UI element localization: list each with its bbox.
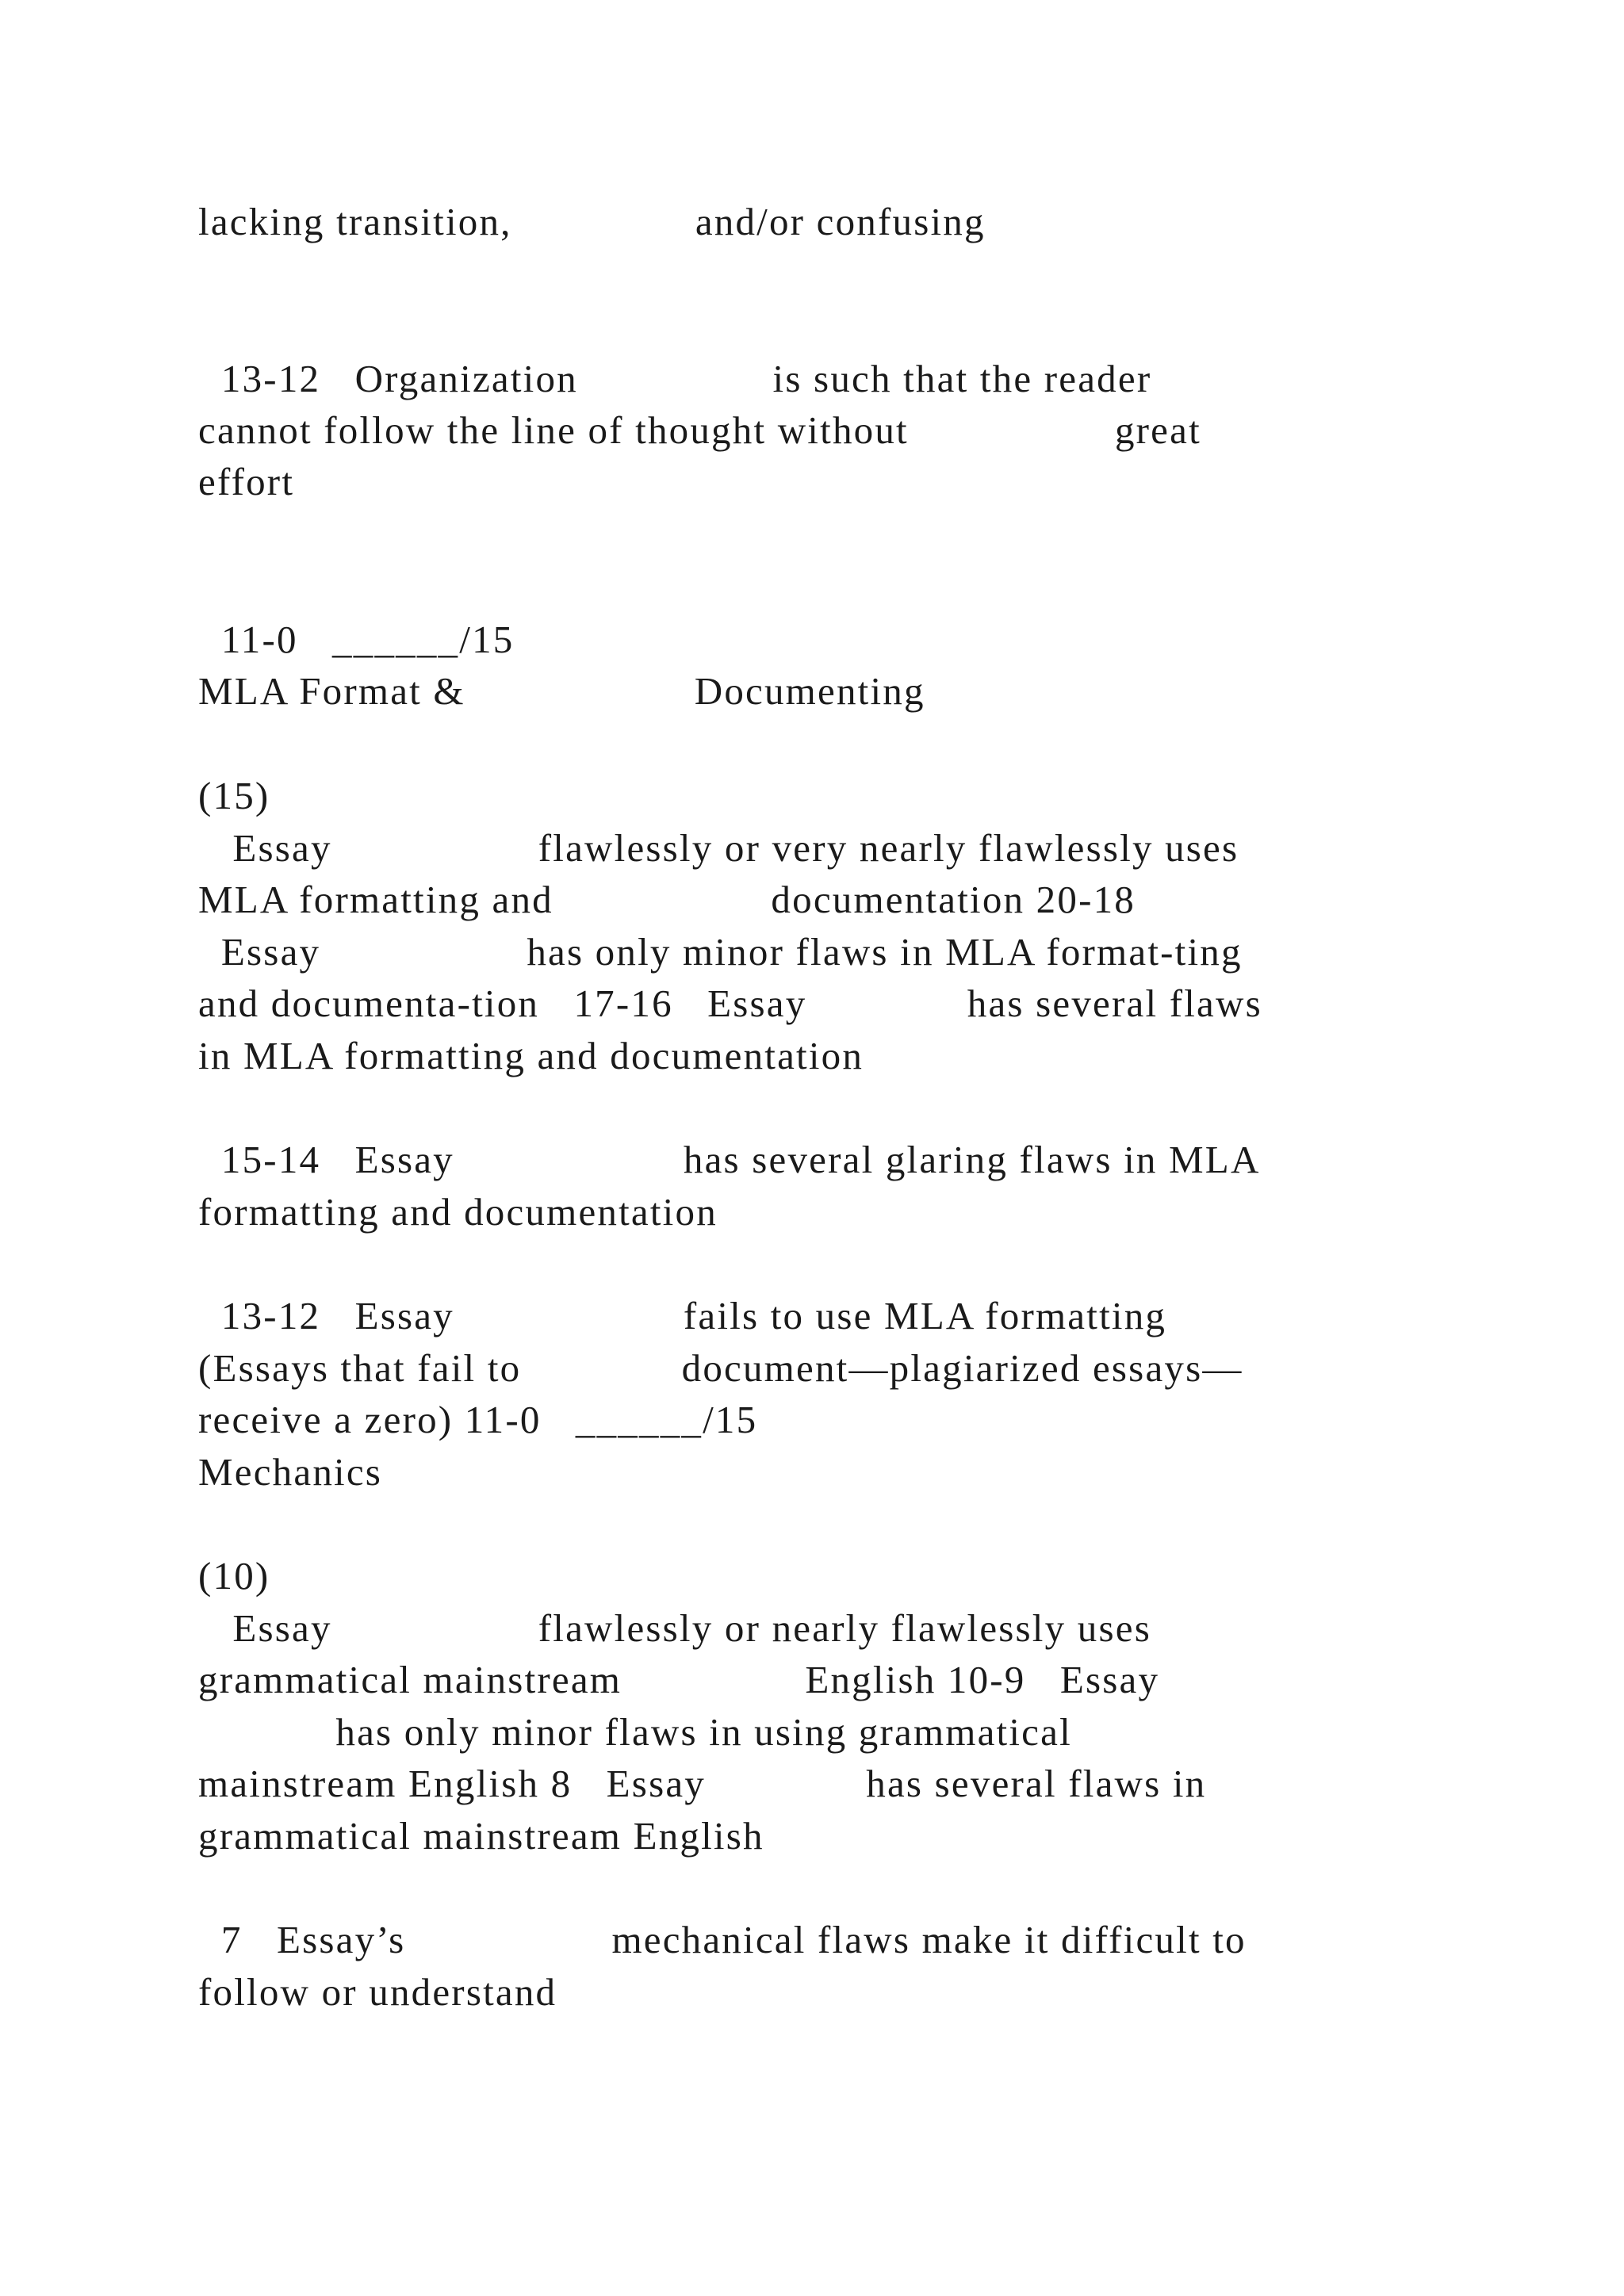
text-line: in MLA formatting and documentation [198, 1034, 864, 1077]
text-line: 13-12 Essay fails to use MLA formatting [198, 1294, 1167, 1337]
text-line: (10) [198, 1554, 270, 1598]
text-line: follow or understand [198, 1970, 557, 2014]
text-line: mainstream English 8 Essay has several flaws in [198, 1762, 1207, 1805]
text-line: Essay has only minor flaws in MLA format-ting [198, 930, 1243, 974]
text-line: Mechanics [198, 1450, 383, 1494]
text-line: (15) [198, 774, 270, 817]
text-line: MLA formatting and documentation 20-18 [198, 878, 1136, 921]
text-line: Essay flawlessly or very nearly flawlessly uses [198, 826, 1239, 870]
text-line: (Essays that fail to document—plagiarized essays— [198, 1346, 1243, 1390]
text-line: grammatical mainstream English 10-9 Essay [198, 1658, 1160, 1701]
text-line: formatting and documentation [198, 1190, 718, 1234]
text-line: has only minor flaws in using grammatical [198, 1710, 1072, 1754]
text-line: 7 Essay’s mechanical flaws make it difficult to [198, 1918, 1247, 1961]
text-line: receive a zero) 11-0 ______/15 [198, 1398, 758, 1441]
text-line: 13-12 Organization is such that the reader [198, 357, 1152, 400]
text-line: lacking transition, and/or confusing [198, 200, 986, 243]
text-line: 11-0 ______/15 [198, 618, 515, 661]
text-line: grammatical mainstream English [198, 1814, 764, 1858]
text-line: 15-14 Essay has several glaring flaws in MLA [198, 1138, 1261, 1181]
text-line: cannot follow the line of thought without great [198, 408, 1201, 452]
text-line: MLA Format & Documenting [198, 669, 925, 713]
text-line: Essay flawlessly or nearly flawlessly uses [198, 1606, 1151, 1650]
text-line: effort [198, 460, 295, 503]
text-line: and documenta-tion 17-16 Essay has several flaws [198, 982, 1262, 1025]
